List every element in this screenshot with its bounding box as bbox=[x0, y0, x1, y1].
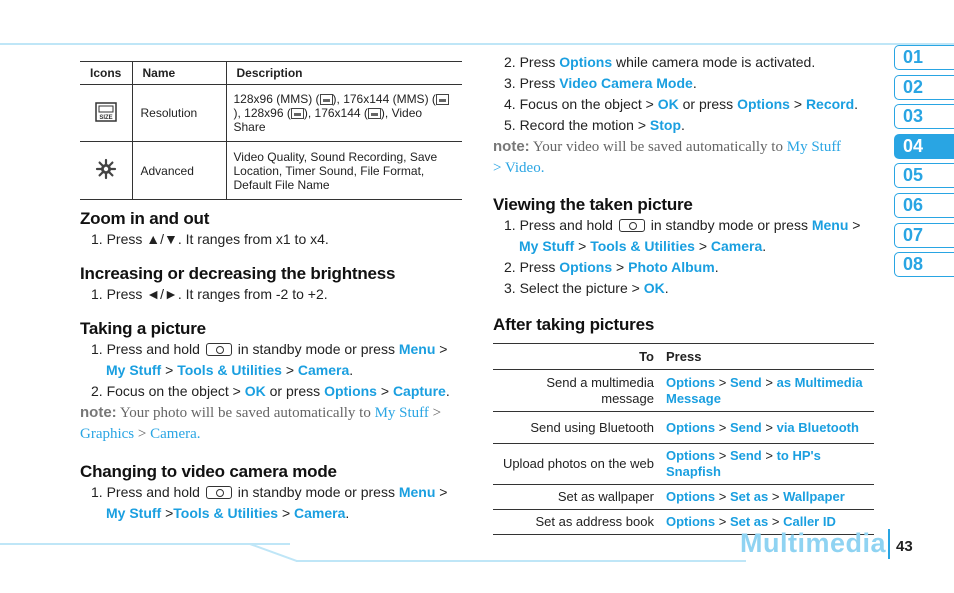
icon-table bbox=[80, 61, 462, 200]
row-press bbox=[660, 412, 874, 444]
table-row bbox=[80, 142, 462, 200]
step-text: while camera mode is activated. bbox=[616, 54, 816, 70]
options-label: Options bbox=[559, 259, 613, 275]
separator: > bbox=[380, 383, 390, 399]
note-label: note: bbox=[493, 138, 530, 155]
step-text: 3. Select the picture > bbox=[504, 280, 640, 296]
tools-utilities-label: Tools & Utilities bbox=[173, 505, 279, 521]
separator: > bbox=[765, 374, 773, 390]
row-to: Send using Bluetooth bbox=[493, 412, 660, 444]
chapter-tabs bbox=[894, 45, 954, 282]
svg-text:SIZE: SIZE bbox=[99, 114, 113, 121]
separator: > bbox=[493, 160, 502, 176]
table-row bbox=[493, 370, 874, 412]
gear-icon bbox=[95, 158, 117, 180]
step-text: 1. Press and hold bbox=[504, 217, 613, 233]
advanced-name: Advanced bbox=[132, 142, 226, 200]
period: . bbox=[714, 259, 719, 275]
separator: > bbox=[439, 484, 448, 500]
press-option: Caller ID bbox=[783, 514, 836, 529]
right-column bbox=[493, 52, 874, 535]
small-size-icon bbox=[291, 108, 304, 119]
separator: > bbox=[165, 362, 174, 378]
chapter-tab-06[interactable]: 06 bbox=[894, 193, 954, 218]
header-press: Press bbox=[660, 344, 874, 370]
chapter-tab-05[interactable]: 05 bbox=[894, 163, 954, 188]
row-to: Send a multimedia message bbox=[493, 370, 660, 412]
separator: > bbox=[165, 505, 174, 521]
step-text: 3. Press bbox=[504, 75, 556, 91]
mms-small-icon bbox=[320, 94, 333, 105]
chapter-tab-07[interactable]: 07 bbox=[894, 223, 954, 248]
chapter-tab-03[interactable]: 03 bbox=[894, 104, 954, 129]
photo-note bbox=[80, 402, 462, 445]
viewing-step-2 bbox=[493, 257, 874, 278]
row-press bbox=[660, 370, 874, 412]
note-text: Your photo will be saved automatically to bbox=[119, 405, 371, 421]
note-link: Video bbox=[504, 160, 541, 176]
ok-label: OK bbox=[643, 280, 665, 296]
advanced-description: Video Quality, Sound Recording, Save Location, Timer Sound, File Format, Default File Name bbox=[226, 142, 462, 200]
video-step-2 bbox=[493, 52, 874, 73]
menu-label: Menu bbox=[398, 484, 436, 500]
press-option: Options bbox=[666, 419, 716, 435]
step-text: 4. Focus on the object > bbox=[504, 96, 654, 112]
step-text: in standby mode or press bbox=[237, 341, 395, 357]
camera-label: Camera bbox=[294, 505, 346, 521]
note-label: note: bbox=[80, 404, 117, 421]
ok-label: OK bbox=[244, 383, 266, 399]
options-label: Options bbox=[324, 383, 377, 399]
note-link: Camera bbox=[150, 426, 197, 442]
step-text: 2. Press bbox=[504, 54, 556, 70]
row-press bbox=[660, 485, 874, 510]
step-text: in standby mode or press bbox=[237, 484, 395, 500]
table-row bbox=[493, 412, 874, 444]
note-link: Graphics bbox=[80, 426, 135, 442]
title-divider bbox=[888, 529, 890, 559]
section-title: Multimedia bbox=[740, 528, 887, 558]
separator: > bbox=[698, 238, 708, 254]
resolution-name: Resolution bbox=[132, 85, 226, 142]
top-rule bbox=[0, 43, 954, 45]
separator: > bbox=[718, 374, 727, 390]
step-text: 2. Press bbox=[504, 259, 556, 275]
note-text: Your video will be saved automatically to bbox=[532, 139, 783, 155]
row-to: Set as address book bbox=[493, 510, 660, 535]
press-option: Send bbox=[729, 419, 762, 435]
video-camera-mode-label: Video Camera Mode bbox=[559, 75, 693, 91]
separator: > bbox=[718, 419, 727, 435]
separator: > bbox=[771, 514, 780, 529]
period: . bbox=[345, 505, 350, 521]
header-icons: Icons bbox=[80, 62, 132, 85]
video-note bbox=[493, 136, 874, 179]
separator: > bbox=[771, 489, 780, 504]
press-option: Options bbox=[666, 489, 716, 504]
row-to: Set as wallpaper bbox=[493, 485, 660, 510]
separator: > bbox=[793, 96, 803, 112]
options-label: Options bbox=[737, 96, 790, 112]
row-to: Upload photos on the web bbox=[493, 444, 660, 485]
video-step-4 bbox=[493, 94, 874, 115]
desc-part: ), Video Share bbox=[233, 106, 423, 134]
video-mode-heading: Changing to video camera mode bbox=[80, 462, 337, 481]
period: . bbox=[664, 280, 669, 296]
after-table-header bbox=[493, 344, 874, 370]
table-row bbox=[493, 444, 874, 485]
header-description: Description bbox=[226, 62, 462, 85]
step-text: 2. Focus on the object > bbox=[91, 383, 241, 399]
camera-key-icon bbox=[206, 486, 232, 499]
large-size-icon bbox=[368, 108, 381, 119]
resolution-icon bbox=[95, 102, 117, 122]
press-option: Options bbox=[666, 374, 716, 390]
period: . bbox=[854, 96, 859, 112]
chapter-tab-08[interactable]: 08 bbox=[894, 252, 954, 277]
zoom-step: 1. Press ▲/▼. It ranges from x1 to x4. bbox=[91, 231, 329, 247]
left-column bbox=[80, 52, 462, 524]
chapter-tab-02[interactable]: 02 bbox=[894, 75, 954, 100]
step-text: 1. Press and hold bbox=[91, 484, 200, 500]
desc-part: ), 128x96 ( bbox=[233, 106, 291, 120]
gear-icon-cell bbox=[80, 142, 132, 200]
my-stuff-label: My Stuff bbox=[519, 238, 575, 254]
separator: > bbox=[285, 362, 295, 378]
row-press bbox=[660, 444, 874, 485]
separator: > bbox=[718, 489, 727, 504]
options-label: Options bbox=[559, 54, 613, 70]
step-text: 5. Record the motion > bbox=[504, 117, 647, 133]
menu-label: Menu bbox=[811, 217, 849, 233]
bottom-rule bbox=[0, 543, 290, 545]
my-stuff-label: My Stuff bbox=[106, 362, 162, 378]
taking-step-2 bbox=[80, 381, 462, 402]
press-option: Set as bbox=[729, 514, 769, 529]
press-option: Send bbox=[729, 374, 762, 390]
press-option: Options bbox=[666, 514, 716, 529]
bottom-rule-lower bbox=[296, 560, 746, 562]
capture-label: Capture bbox=[392, 383, 446, 399]
taking-step-1 bbox=[80, 339, 462, 381]
viewing-heading: Viewing the taken picture bbox=[493, 195, 693, 214]
separator: > bbox=[432, 405, 442, 421]
ok-label: OK bbox=[657, 96, 679, 112]
step-continuation bbox=[91, 360, 462, 381]
step-continuation bbox=[91, 503, 462, 524]
press-option: to HP's Snapfish bbox=[666, 448, 821, 479]
video-step-3 bbox=[493, 73, 874, 94]
header-name: Name bbox=[132, 62, 226, 85]
separator: > bbox=[578, 238, 587, 254]
press-option: via Bluetooth bbox=[776, 419, 859, 435]
camera-label: Camera bbox=[710, 238, 763, 254]
video-step-1 bbox=[80, 482, 462, 524]
step-text: or press bbox=[269, 383, 321, 399]
period: . bbox=[540, 160, 545, 176]
step-text: in standby mode or press bbox=[650, 217, 808, 233]
step-text: 1. Press and hold bbox=[91, 341, 200, 357]
my-stuff-label: My Stuff bbox=[106, 505, 162, 521]
viewing-step-3 bbox=[493, 278, 874, 299]
zoom-heading: Zoom in and out bbox=[80, 209, 210, 228]
tools-utilities-label: Tools & Utilities bbox=[177, 362, 282, 378]
desc-part: ), 176x144 (MMS) ( bbox=[332, 92, 436, 106]
step-continuation bbox=[504, 236, 874, 257]
viewing-step-1 bbox=[493, 215, 874, 257]
separator: > bbox=[281, 505, 291, 521]
note-link: My Stuff bbox=[374, 405, 429, 421]
brightness-step: 1. Press ◄/►. It ranges from -2 to +2. bbox=[91, 286, 328, 302]
stop-label: Stop bbox=[649, 117, 682, 133]
record-label: Record bbox=[805, 96, 855, 112]
separator: > bbox=[765, 419, 773, 435]
period: . bbox=[762, 238, 767, 254]
camera-key-icon bbox=[206, 343, 232, 356]
separator: > bbox=[718, 514, 727, 529]
press-option: Set as bbox=[729, 489, 769, 504]
resolution-description bbox=[226, 85, 462, 142]
brightness-heading: Increasing or decreasing the brightness bbox=[80, 264, 396, 283]
camera-key-icon bbox=[619, 219, 645, 232]
photo-album-label: Photo Album bbox=[628, 259, 715, 275]
after-heading: After taking pictures bbox=[493, 315, 655, 334]
separator: > bbox=[718, 448, 727, 463]
period: . bbox=[681, 117, 685, 133]
resolution-icon-cell bbox=[80, 85, 132, 142]
after-table bbox=[493, 343, 874, 535]
period: . bbox=[349, 362, 354, 378]
press-option: as Multimedia Message bbox=[666, 374, 863, 406]
period: . bbox=[196, 426, 201, 442]
press-option: Wallpaper bbox=[783, 489, 845, 504]
step-text: or press bbox=[682, 96, 734, 112]
separator: > bbox=[137, 426, 147, 442]
taking-heading: Taking a picture bbox=[80, 319, 206, 338]
press-option: Options bbox=[666, 448, 716, 463]
menu-label: Menu bbox=[398, 341, 436, 357]
camera-label: Camera bbox=[297, 362, 350, 378]
press-option: Send bbox=[729, 448, 762, 463]
tools-utilities-label: Tools & Utilities bbox=[590, 238, 695, 254]
separator: > bbox=[439, 341, 448, 357]
desc-part: 128x96 (MMS) ( bbox=[233, 92, 320, 106]
table-row bbox=[80, 85, 462, 142]
chapter-tab-01[interactable]: 01 bbox=[894, 45, 954, 70]
table-row bbox=[493, 485, 874, 510]
period: . bbox=[445, 383, 450, 399]
separator: > bbox=[852, 217, 861, 233]
period: . bbox=[692, 75, 697, 91]
header-to: To bbox=[493, 344, 660, 370]
separator: > bbox=[616, 259, 625, 275]
video-step-5 bbox=[493, 115, 874, 136]
desc-part: ), 176x144 ( bbox=[303, 106, 368, 120]
bottom-rule-slant bbox=[250, 543, 298, 562]
separator: > bbox=[765, 448, 773, 463]
note-link: My Stuff bbox=[786, 139, 842, 155]
icon-table-header bbox=[80, 62, 462, 85]
chapter-tab-04[interactable]: 04 bbox=[894, 134, 954, 159]
mms-large-icon bbox=[436, 94, 449, 105]
page-number: 43 bbox=[896, 538, 913, 555]
